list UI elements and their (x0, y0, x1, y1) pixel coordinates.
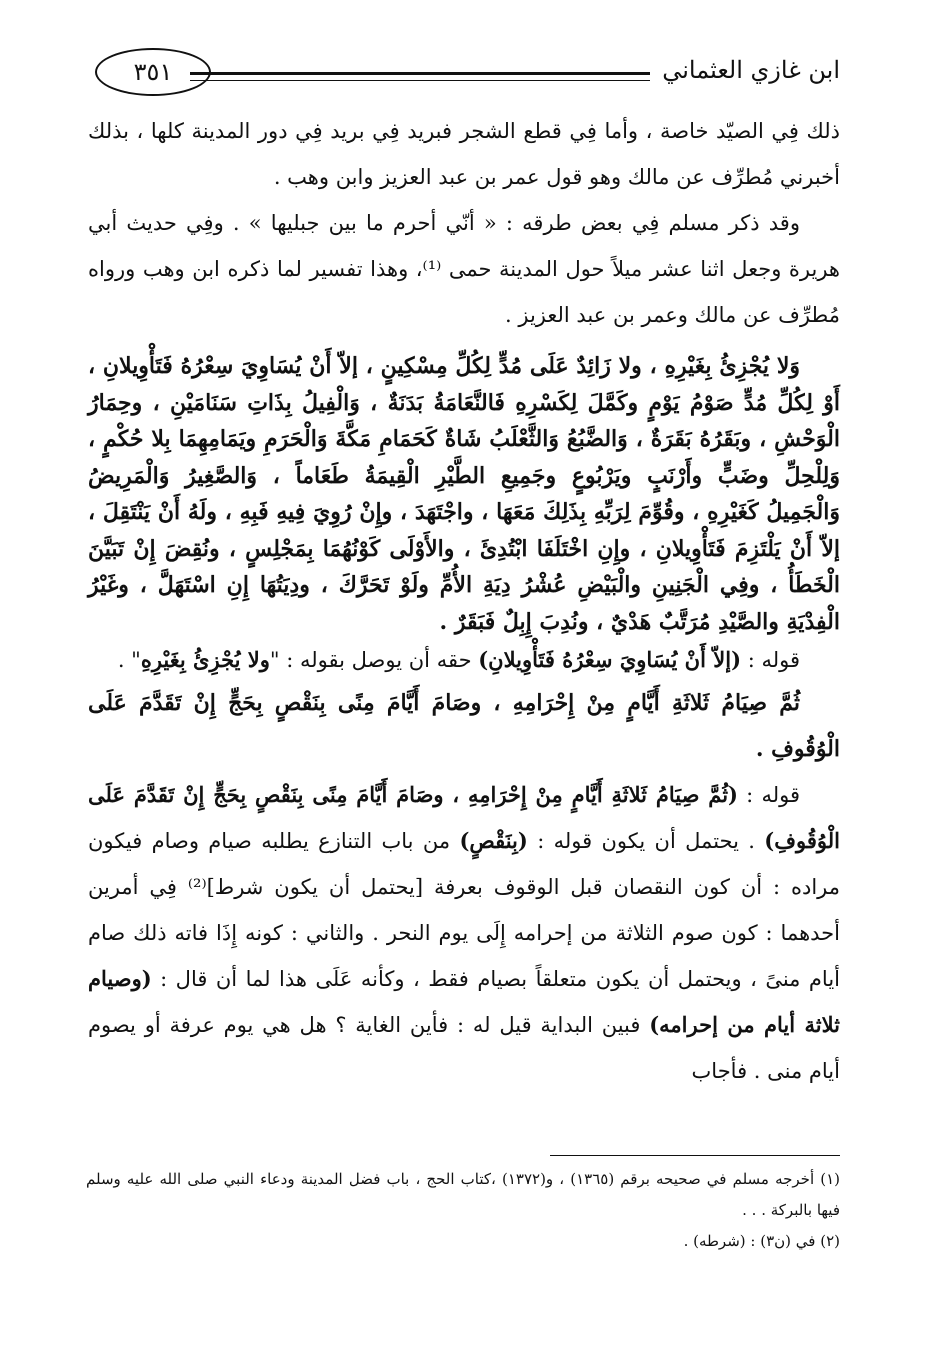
header-rule-thin (190, 80, 650, 81)
commentary-2-text3: فبين البداية قيل له : فأين الغاية ؟ هل هي يوم عرفة أو يصوم أيام منى . فأجاب (88, 1013, 840, 1083)
paragraph-1: ذلك فِي الصيّد خاصة ، وأما فِي قطع الشجر فبريد فِي بريد فِي دور المدينة كلها ، بذلك أخبرني مُطرِّف عن مالك وهو قول عمر بن عبد العزيز وابن وهب . (88, 119, 840, 189)
commentary-2-text1: . يحتمل أن يكون قوله : (527, 829, 765, 853)
page-number: ٣٥١ (95, 48, 211, 96)
footnote-2: (٢) في (ن٣) : (شرطه) . (683, 1232, 840, 1250)
commentary-2-quote3: (وصيام ثلاثة أيام من إحرامه) (88, 966, 841, 1037)
footnotes (86, 1164, 840, 1257)
commentary-1-prefix: قوله : (741, 648, 800, 672)
commentary-1-middle: حقه أن يوصل بقوله : " (269, 648, 479, 672)
footnote-separator (550, 1155, 840, 1156)
commentary-2-prefix: قوله : (737, 783, 800, 807)
commentary-1 (88, 640, 840, 680)
commentary-1-quote: (إلاّ أَنْ يُسَاوِيَ سِعْرُهُ فَتَأْوِيلانِ) (478, 647, 742, 672)
commentary-2-quote2: (بِنَقْصٍ) (459, 828, 528, 853)
header-rule-thick (190, 72, 650, 75)
commentary-2-quote: (ثُمَّ صِيَامُ ثَلاثَةِ أَيَّامٍ مِنْ إِحْرَامِهِ ، وصَامَ أَيَّامَ مِنًى بِنَقْصٍ بِحَجٍّ إِنْ تَقَدَّمَ عَلَى الْوُقُوفِ) (88, 782, 840, 853)
commentary-1-quote2: ولا يُجْزِئُ بِغَيْرِهِ (140, 647, 270, 672)
paragraph-2: وقد ذكر مسلم فِي بعض طرقه : « أنّي أحرم ما بين جبليها » . وفِي حديث أبي هريرة وجعل اثنا عشر ميلاً حول المدينة حمى ⁽¹⁾، وهذا تفسير لما ذكره ابن وهب ورواه مُطرِّف عن مالك وعمر بن عبد العزيز . (88, 211, 840, 327)
matn-block-2: ثُمَّ صِيَامُ ثَلاثَةِ أَيَّامٍ مِنْ إِحْرَامِهِ ، وصَامَ أَيَّامَ مِنًى بِنَقْصٍ بِحَجٍّ إِنْ تَقَدَّمَ عَلَى الْوُقُوفِ . (88, 690, 840, 762)
running-head: ابن غازي العثماني (662, 56, 840, 84)
page-header (95, 44, 840, 100)
page-body (88, 108, 840, 1094)
commentary-1-suffix: " . (117, 648, 141, 672)
commentary-2 (88, 772, 840, 1094)
footnote-1: (١) أخرجه مسلم في صحيحه برقم (١٣٦٥) ، و(١٣٧٢) ،كتاب الحج ، باب فضل المدينة ودعاء النبي صلى الله عليه وسلم فيها بالبركة . . . (86, 1170, 841, 1219)
matn-block-1: وَلا يُجْزِئُ بِغَيْرِهِ ، ولا زَائِدٌ عَلَى مُدٍّ لِكُلِّ مِسْكِينٍ ، إلاّ أَنْ يُسَاوِيَ سِعْرُهُ فَتَأْوِيلانِ ، أَوْ لِكُلِّ مُدٍّ صَوْمُ يَوْمٍ وكَمَّلَ لِكَسْرِهِ فَالنَّعَامَةُ بَدَنَةٌ ، وَالْفِيلُ بِذَاتِ سَنَامَيْنِ ، وحِمَارُ الْوَحْشِ ، وبَقَرُهُ بَقَرَةٌ ، وَالضَّبُعُ وَالثَّعْلَبُ شَاةٌ كَحَمَامِ مَكَّةَ وَالْحَرَمِ ويَمَامِهِمَا بِلا حُكْمٍ ، وَلِلْحِلِّ وضَبٍّ وأَرْنَبٍ ويَرْبُوعٍ وجَمِيعِ الطَّيْرِ الْقِيمَةُ طَعَاماً ، وَالصَّغِيرُ وَالْمَرِيضُ وَالْجَمِيلُ كَغَيْرِهِ ، وقُوِّمَ لِرَبِّهِ بِذَلِكَ مَعَهَا ، واجْتَهَدَ ، وإِنْ رُوِيَ فِيهِ فَبِهِ ، ولَهُ أَنْ يَنْتَقِلَ ، إلاّ أَنْ يَلْتَزِمَ فَتَأْوِيلانِ ، وإِنِ اخْتَلَفَا ابْتُدِئَ ، والأَوْلَى كَوْنُهُمَا بِمَجْلِسٍ ، ونُقِضَ إِنْ تَبَيَّنَ الْخَطَأُ ، وفِي الْجَنِينِ والْبَيْضِ عُشْرُ دِيَةِ الأُمِّ ولَوْ تَحَرَّكَ ، ودِيَتُهَا إِنِ اسْتَهَلَّ ، وغَيْرُ الْفِدْيَةِ والصَّيْدِ مُرَتَّبٌ هَدْيٌ ، ونُدِبَ إِبِلٌ فَبَقَرٌ . (88, 353, 840, 635)
commentary-2-text2: من باب التنازع يطلبه صيام وصام فيكون مراده : أن كون النقصان قبل الوقوف بعرفة [يحتمل أن يكون شرط]⁽²⁾ فِي أمرين أحدهما : كون صوم الثلاثة من إحرامه إِلَى يوم النحر . والثاني : كونه إِذَا فاته ذلك صام أيام منىً ، ويحتمل أن يكون متعلقاً بصيام فقط ، وكأنه عَلَى هذا لما أن قال : (88, 829, 840, 991)
